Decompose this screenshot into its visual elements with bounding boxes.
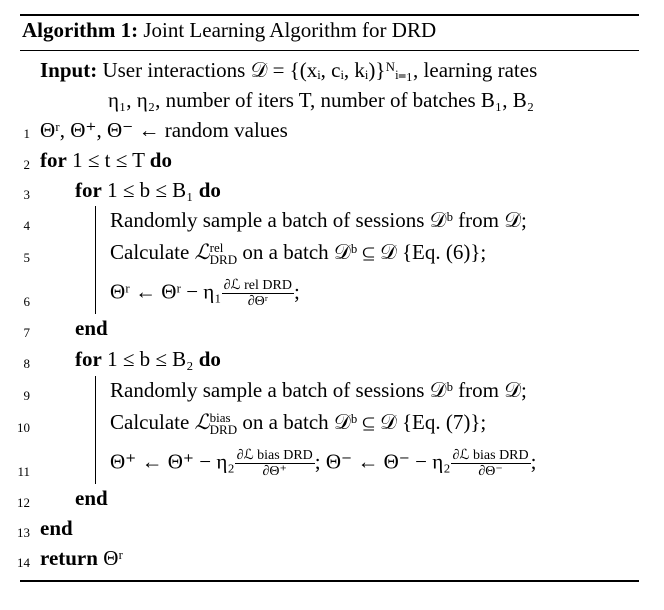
line-3	[75, 178, 221, 203]
block-bar	[95, 206, 96, 314]
input-text-1: User interactions 𝒟 = {(xᵢ, cᵢ, kᵢ)}ᴺᵢ₌₁, learning rates	[102, 58, 538, 82]
line-number: 12	[17, 495, 30, 510]
keyword: return	[40, 546, 98, 570]
line-text: 1 ≤ t ≤ T	[66, 148, 150, 172]
line-text: 1 ≤ b ≤ B₁	[101, 178, 199, 202]
line-8	[75, 347, 221, 372]
line-number: 9	[23, 388, 30, 403]
line-11	[110, 448, 536, 479]
fraction-numerator: ∂ℒ bias DRD	[452, 448, 529, 463]
loss-sub: DRD	[209, 422, 238, 438]
keyword: for	[40, 148, 67, 172]
line-number: 7	[23, 325, 30, 340]
keyword: do	[198, 178, 221, 202]
bottom-rule	[20, 580, 639, 582]
line-pre: Θ⁺ ← Θ⁺ − η₂	[110, 449, 235, 474]
input-label: Input:	[40, 58, 98, 82]
algorithm-caption	[22, 18, 436, 43]
fraction-denominator: ∂Θ⁺	[262, 464, 287, 479]
line-number: 14	[17, 555, 30, 570]
keyword: for	[75, 178, 102, 202]
line-text: Randomly sample a batch of sessions 𝒟ᵇ from 𝒟;	[110, 208, 527, 232]
line-post: ;	[293, 279, 300, 304]
line-text: Randomly sample a batch of sessions 𝒟ᵇ from 𝒟;	[110, 378, 527, 402]
line-number: 2	[23, 157, 30, 172]
line-pre: Θʳ ← Θʳ − η₁	[110, 279, 222, 304]
fraction-numerator: ∂ℒ bias DRD	[236, 448, 313, 463]
line-number: 13	[17, 525, 30, 540]
line-mid: ; Θ⁻ ← Θ⁻ − η₂	[314, 449, 451, 474]
line-text: 1 ≤ b ≤ B₂	[101, 347, 199, 371]
fraction-denominator: ∂Θ⁻	[478, 464, 503, 479]
line-13	[40, 516, 73, 541]
line-number: 6	[23, 294, 30, 309]
fraction-denominator: ∂Θʳ	[247, 294, 268, 309]
line-4	[110, 208, 527, 233]
top-rule	[20, 14, 639, 16]
line-number: 10	[17, 420, 30, 435]
input-text-2: η₁, η₂, number of iters T, number of batches B₁, B₂	[108, 88, 535, 112]
line-number: 3	[23, 187, 30, 202]
line-number: 5	[23, 250, 30, 265]
keyword: end	[75, 316, 108, 340]
line-post: on a batch 𝒟ᵇ ⊆ 𝒟 {Eq. (7)};	[237, 410, 487, 434]
keyword: end	[75, 486, 108, 510]
line-number: 11	[17, 464, 30, 479]
line-pre: Calculate	[110, 240, 195, 264]
line-1	[40, 118, 288, 143]
line-6	[110, 278, 300, 309]
keyword: do	[149, 148, 172, 172]
loss-symbol: ℒ	[194, 410, 210, 434]
line-pre: Calculate	[110, 410, 195, 434]
fraction	[235, 448, 315, 479]
line-14	[40, 546, 123, 571]
block-bar	[95, 376, 96, 484]
input-line-1	[40, 58, 537, 83]
fraction	[222, 278, 294, 309]
caption-label: Algorithm 1:	[22, 18, 139, 42]
keyword: for	[75, 347, 102, 371]
fraction-numerator: ∂ℒ rel DRD	[223, 278, 292, 293]
keyword: do	[198, 347, 221, 371]
line-post: on a batch 𝒟ᵇ ⊆ 𝒟 {Eq. (6)};	[237, 240, 487, 264]
loss-sup: rel	[209, 240, 224, 256]
line-post: ;	[530, 449, 537, 474]
loss-sub: DRD	[209, 252, 238, 268]
caption-rule	[20, 50, 639, 51]
input-line-2	[108, 88, 534, 113]
line-9	[110, 378, 527, 403]
line-number: 1	[23, 126, 30, 141]
line-2	[40, 148, 172, 173]
line-5	[110, 240, 486, 266]
line-number: 8	[23, 356, 30, 371]
line-10	[110, 410, 486, 436]
loss-symbol: ℒ	[194, 240, 210, 264]
line-number: 4	[23, 218, 30, 233]
loss-sup: bias	[209, 410, 231, 426]
fraction	[451, 448, 531, 479]
line-text: Θʳ, Θ⁺, Θ⁻ ← random values	[40, 118, 288, 142]
line-12	[75, 486, 108, 511]
caption-title: Joint Learning Algorithm for DRD	[143, 18, 437, 42]
keyword: end	[40, 516, 73, 540]
line-7	[75, 316, 108, 341]
line-text: Θʳ	[97, 546, 123, 570]
